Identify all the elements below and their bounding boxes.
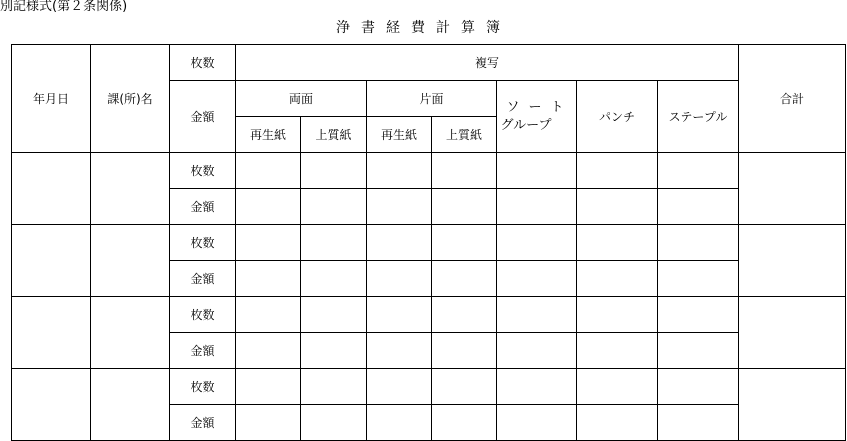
single-recycled-amount-cell[interactable] [367,189,432,225]
double-recycled-amount-cell[interactable] [236,405,301,441]
double-recycled-header: 再生紙 [236,117,301,153]
staple-amount-cell[interactable] [658,261,739,297]
single-recycled-count-cell[interactable] [367,297,432,333]
expense-ledger-table [11,44,846,441]
entry-date-cell[interactable] [12,297,91,369]
entry-count-row [12,297,846,333]
amount-header: 金額 [170,81,236,153]
double-premium-count-cell[interactable] [301,153,367,189]
header-row-1 [12,45,846,81]
double-recycled-count-cell[interactable] [236,153,301,189]
double-recycled-count-cell[interactable] [236,225,301,261]
entry-date-cell[interactable] [12,225,91,297]
entry-date-cell[interactable] [12,153,91,225]
ledger-body [12,153,846,441]
entry-total-cell[interactable] [739,297,846,369]
double-premium-amount-cell[interactable] [301,189,367,225]
double-premium-amount-cell[interactable] [301,333,367,369]
entry-section-cell[interactable] [91,297,170,369]
single-recycled-count-cell[interactable] [367,369,432,405]
double-premium-count-cell[interactable] [301,225,367,261]
punch-amount-cell[interactable] [577,189,658,225]
sort-group-count-cell[interactable] [497,297,577,333]
double-recycled-count-cell[interactable] [236,297,301,333]
entry-total-cell[interactable] [739,369,846,441]
punch-count-cell[interactable] [577,225,658,261]
form-title: 浄書経費計算簿 [336,20,511,36]
sort-group-amount-cell[interactable] [497,261,577,297]
entry-count-label: 枚数 [170,225,236,261]
form-label: 別記様式(第２条関係) [0,0,128,14]
copy-header: 複写 [236,45,739,81]
staple-count-cell[interactable] [658,297,739,333]
double-recycled-amount-cell[interactable] [236,333,301,369]
single-sided-header: 片面 [367,81,497,117]
single-premium-amount-cell[interactable] [432,405,497,441]
single-premium-count-cell[interactable] [432,369,497,405]
staple-amount-cell[interactable] [658,405,739,441]
entry-total-cell[interactable] [739,153,846,225]
double-recycled-amount-cell[interactable] [236,189,301,225]
double-premium-header: 上質紙 [301,117,367,153]
total-header: 合計 [739,45,846,153]
double-premium-count-cell[interactable] [301,369,367,405]
entry-count-row [12,369,846,405]
entry-section-cell[interactable] [91,369,170,441]
sort-group-count-cell[interactable] [497,153,577,189]
single-recycled-count-cell[interactable] [367,225,432,261]
staple-amount-cell[interactable] [658,333,739,369]
entry-date-cell[interactable] [12,369,91,441]
punch-header: パンチ [577,81,658,153]
punch-amount-cell[interactable] [577,333,658,369]
section-header: 課(所)名 [91,45,170,153]
single-recycled-count-cell[interactable] [367,153,432,189]
entry-count-label: 枚数 [170,297,236,333]
double-sided-header: 両面 [236,81,367,117]
group-label: グループ [500,117,552,133]
punch-count-cell[interactable] [577,297,658,333]
sort-group-amount-cell[interactable] [497,405,577,441]
count-header: 枚数 [170,45,236,81]
single-premium-amount-cell[interactable] [432,189,497,225]
entry-amount-label: 金額 [170,261,236,297]
date-header: 年月日 [12,45,91,153]
punch-count-cell[interactable] [577,153,658,189]
entry-amount-label: 金額 [170,189,236,225]
sort-label: ソート [506,99,573,115]
entry-section-cell[interactable] [91,153,170,225]
sort-group-amount-cell[interactable] [497,333,577,369]
sort-group-header [497,81,577,153]
entry-count-label: 枚数 [170,153,236,189]
entry-amount-label: 金額 [170,333,236,369]
double-recycled-count-cell[interactable] [236,369,301,405]
entry-count-label: 枚数 [170,369,236,405]
single-recycled-amount-cell[interactable] [367,405,432,441]
sort-group-count-cell[interactable] [497,225,577,261]
entry-count-row [12,153,846,189]
staple-header: ステープル [658,81,739,153]
entry-count-row [12,225,846,261]
single-recycled-amount-cell[interactable] [367,333,432,369]
staple-count-cell[interactable] [658,225,739,261]
entry-section-cell[interactable] [91,225,170,297]
sort-group-count-cell[interactable] [497,369,577,405]
double-premium-amount-cell[interactable] [301,405,367,441]
single-premium-count-cell[interactable] [432,153,497,189]
double-recycled-amount-cell[interactable] [236,261,301,297]
single-premium-header: 上質紙 [432,117,497,153]
single-premium-amount-cell[interactable] [432,261,497,297]
single-recycled-header: 再生紙 [367,117,432,153]
single-recycled-amount-cell[interactable] [367,261,432,297]
single-premium-amount-cell[interactable] [432,333,497,369]
punch-amount-cell[interactable] [577,405,658,441]
single-premium-count-cell[interactable] [432,225,497,261]
double-premium-amount-cell[interactable] [301,261,367,297]
punch-count-cell[interactable] [577,369,658,405]
punch-amount-cell[interactable] [577,261,658,297]
staple-count-cell[interactable] [658,369,739,405]
entry-total-cell[interactable] [739,225,846,297]
double-premium-count-cell[interactable] [301,297,367,333]
staple-amount-cell[interactable] [658,189,739,225]
sort-group-amount-cell[interactable] [497,189,577,225]
staple-count-cell[interactable] [658,153,739,189]
entry-amount-label: 金額 [170,405,236,441]
single-premium-count-cell[interactable] [432,297,497,333]
